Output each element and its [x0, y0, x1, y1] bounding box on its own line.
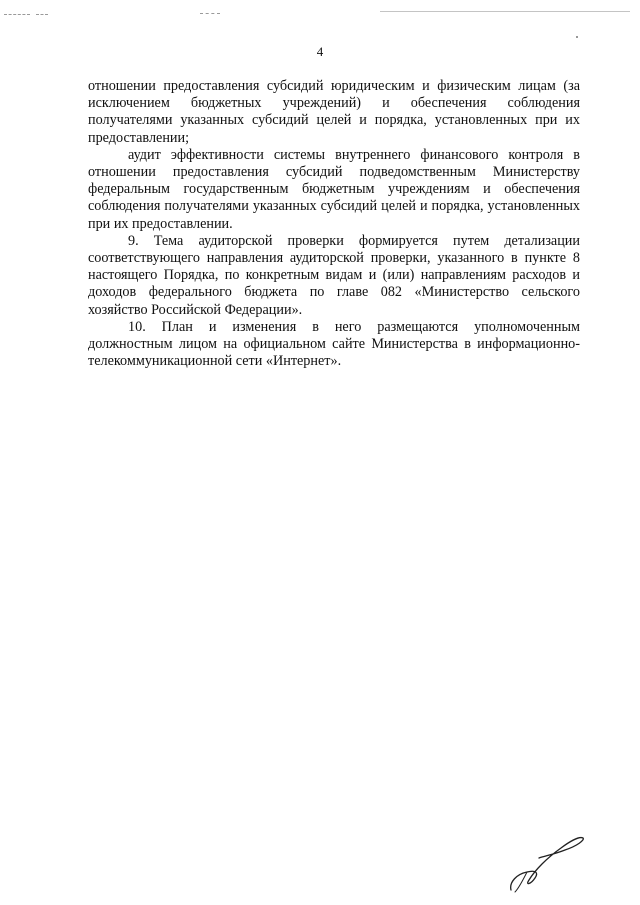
- scan-artifact-top-mid: [200, 13, 220, 14]
- page-number: 4: [316, 44, 324, 59]
- scan-artifact-top-right: [380, 11, 630, 12]
- document-body: [88, 78, 580, 370]
- scan-artifact-top-left: [4, 14, 30, 15]
- paragraph-audit-efficiency: аудит эффективности системы внутреннего финансового контроля в отношении предоставления субсидий подведомственным Министерству федеральным государственным бюджетным учреждениям и обеспечения соблюдения получателями указанных субсидий целей и порядка, установленных при их предоставлении.: [88, 146, 580, 232]
- scan-artifact-top-left-2: [36, 14, 48, 15]
- paragraph-item-9: 9. Тема аудиторской проверки формируется путем детализации соответствующего направления аудиторской проверки, указанного в пункте 8 настоящего Порядка, по конкретным видам и (или) направлениям расходов и доходов федерального бюджета по главе 082 «Министерство сельского хозяйство Российской Федерации».: [88, 232, 580, 318]
- paragraph-item-10: 10. План и изменения в него размещаются уполномоченным должностным лицом на официальном сайте Министерства в информационно-телекоммуникационной сети «Интернет».: [88, 318, 580, 370]
- paragraph-continuation: отношении предоставления субсидий юридическим и физическим лицам (за исключением бюджетных учреждений) и обеспечения соблюдения получателями указанных субсидий целей и порядка, установленных при их предоставлении;: [88, 78, 580, 146]
- signature-icon: [505, 832, 587, 894]
- scan-speck: [576, 36, 578, 38]
